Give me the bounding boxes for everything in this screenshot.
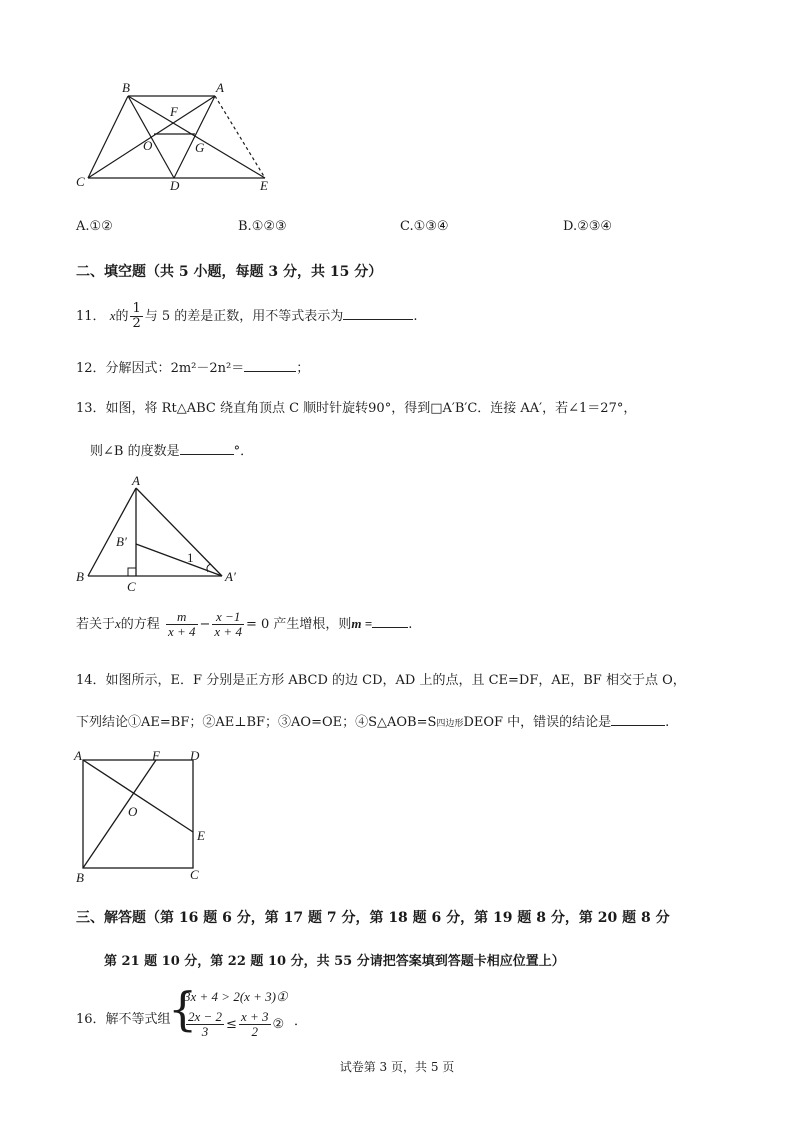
- q13b-equals: = 0: [245, 617, 270, 632]
- figure-2-triangle: [70, 472, 250, 598]
- ineq2-left-den: 3: [201, 1024, 209, 1039]
- option-d-text: ②③④: [577, 219, 613, 234]
- label-F: F: [170, 104, 178, 119]
- q13b-pre: 若关于: [76, 617, 116, 632]
- right-angle-mark: [128, 568, 136, 576]
- system-brace: {: [168, 982, 198, 1036]
- q13b-fraction-1: [166, 610, 198, 639]
- label-angle-1: 1: [187, 550, 194, 565]
- question-12: [76, 357, 309, 376]
- option-b[interactable]: [238, 219, 287, 234]
- label-E: E: [260, 178, 268, 193]
- q12-answer-blank[interactable]: [244, 359, 296, 372]
- question-11: [76, 302, 417, 331]
- q13b-answer-blank[interactable]: [372, 615, 408, 628]
- q14-text: 如图所示，E．F 分别是正方形 ABCD 的边 CD，AD 上的点，且 CE=DF，AE，BF 相交于点 O，: [105, 673, 686, 688]
- segment-BF: [83, 760, 156, 868]
- option-a[interactable]: [76, 219, 113, 234]
- ineq2-operator: ≤: [226, 1017, 237, 1032]
- q12-text: 分解因式：: [105, 361, 171, 376]
- q13-answer-blank[interactable]: [180, 442, 234, 455]
- q12-end: ；: [296, 361, 310, 376]
- label-C: C: [76, 174, 85, 189]
- q16-text: 解不等式组: [105, 1012, 171, 1027]
- q14-end: .: [665, 715, 670, 730]
- option-b-text: ①②③: [251, 219, 287, 234]
- segment-AE: [83, 760, 193, 832]
- label-A: A: [132, 473, 140, 488]
- label-G: G: [195, 140, 205, 155]
- label-F: F: [152, 748, 160, 763]
- figure-1-trapezoid: [70, 78, 290, 198]
- label-E: E: [197, 828, 205, 843]
- option-b-key: B.: [238, 219, 252, 234]
- q11-answer-blank[interactable]: [343, 307, 413, 320]
- q16-inequality-1: 3x + 4 > 2(x + 3)①: [184, 989, 288, 1004]
- q11-frac-num: 1: [132, 301, 141, 316]
- q12-number: 12．: [76, 361, 106, 376]
- ineq2-right-fraction: [239, 1010, 271, 1039]
- label-D: D: [190, 748, 200, 763]
- q11-number: 11．: [76, 309, 106, 324]
- q14-number: 14．: [76, 673, 106, 688]
- section-3-title: 三、解答题（第 16 题 6 分，第 17 题 7 分，第 18 题 6 分，第 19 题 8 分，第 20 题 8 分: [76, 910, 670, 926]
- q16-end: ．: [294, 1014, 308, 1029]
- q14-subscript: 四边形: [436, 719, 464, 729]
- q11-rest: 与 5 的差是正数，用不等式表示为: [144, 309, 344, 324]
- q16-number: 16．: [76, 1012, 106, 1027]
- q14-answer-blank[interactable]: [611, 713, 665, 726]
- ineq2-left-fraction: [186, 1010, 224, 1039]
- label-B-prime: B′: [116, 534, 127, 549]
- label-C: C: [190, 867, 199, 882]
- q13-line-2: [90, 440, 253, 459]
- label-D: D: [170, 178, 180, 193]
- q11-de: 的: [115, 309, 129, 324]
- segment-AD: [174, 96, 215, 178]
- label-O: O: [143, 138, 153, 153]
- label-A: A: [216, 80, 224, 95]
- q13-degree: °．: [233, 444, 254, 459]
- section-2-title: 二、填空题（共 5 小题，每题 3 分，共 15 分）: [76, 264, 383, 280]
- segment-AE-dashed: [215, 96, 265, 178]
- segment-AA2: [136, 488, 222, 576]
- q13-line-1: [76, 397, 636, 416]
- label-C: C: [127, 579, 136, 594]
- q11-frac-den: 2: [132, 316, 141, 331]
- q13b-fraction-2: [212, 610, 244, 639]
- ineq2-left-num: 2x − 2: [188, 1009, 223, 1024]
- frac2-num: x −1: [212, 610, 244, 625]
- label-B: B: [76, 569, 84, 584]
- section-3-subtitle: 第 21 题 10 分，第 22 题 10 分，共 55 分请把答案填到答题卡相应位置上）: [104, 954, 565, 969]
- q11-var: x: [109, 308, 116, 323]
- option-d[interactable]: [563, 219, 612, 234]
- q13-question: 则∠B 的度数是: [90, 444, 180, 459]
- option-c-key: C.: [400, 219, 414, 234]
- label-B: B: [76, 870, 84, 885]
- ineq2-mark: ②: [272, 1017, 285, 1032]
- q11-end: .: [413, 309, 418, 324]
- option-c[interactable]: [400, 219, 449, 234]
- q16-inequality-2: [184, 1010, 284, 1039]
- q12-expression: 2m²－2n²＝: [170, 361, 245, 376]
- q14-line-2: [76, 711, 669, 730]
- q16-label: [76, 1008, 171, 1027]
- q13b-var: x: [115, 616, 121, 631]
- page-footer: 试卷第 3 页，共 5 页: [339, 1060, 455, 1074]
- q13-equation-line: [76, 610, 412, 639]
- frac2-den: x + 4: [214, 624, 242, 639]
- q13-text: 如图，将 Rt△ABC 绕直角顶点 C 顺时针旋转90°，得到□A′B′C．连接 AA′，若∠1＝27°，: [105, 401, 637, 416]
- q14-question: DEOF 中，错误的结论是: [463, 715, 612, 730]
- segment-B2A2: [136, 544, 222, 576]
- q13-number: 13．: [76, 401, 106, 416]
- q13b-post: 产生增根，则: [273, 617, 352, 632]
- ineq2-right-num: x + 3: [240, 1009, 269, 1024]
- option-d-key: D.: [563, 219, 578, 234]
- q13b-minus: −: [199, 617, 211, 632]
- ineq2-right-den: 2: [251, 1024, 258, 1039]
- q11-fraction: [130, 302, 142, 331]
- frac1-num: m: [166, 610, 198, 625]
- segment-AB: [88, 488, 136, 576]
- label-B: B: [122, 80, 130, 95]
- label-A-prime: A′: [225, 569, 236, 584]
- q14-line-1: [76, 669, 686, 688]
- q13b-m-eq: m =: [351, 616, 373, 631]
- option-a-text: ①②: [89, 219, 113, 234]
- option-a-key: A.: [76, 219, 90, 234]
- square-ABCD: [83, 760, 193, 868]
- label-O: O: [128, 804, 138, 819]
- option-c-text: ①③④: [413, 219, 449, 234]
- figure-3-square: [70, 748, 220, 888]
- q13b-mid: 的方程: [120, 617, 160, 632]
- q14-conclusions: 下列结论①AE=BF；②AE⊥BF；③AO=OE；④S△AOB=S: [76, 715, 437, 730]
- label-A: A: [74, 748, 82, 763]
- q13b-end: .: [408, 617, 413, 632]
- frac1-den: x + 4: [167, 624, 196, 639]
